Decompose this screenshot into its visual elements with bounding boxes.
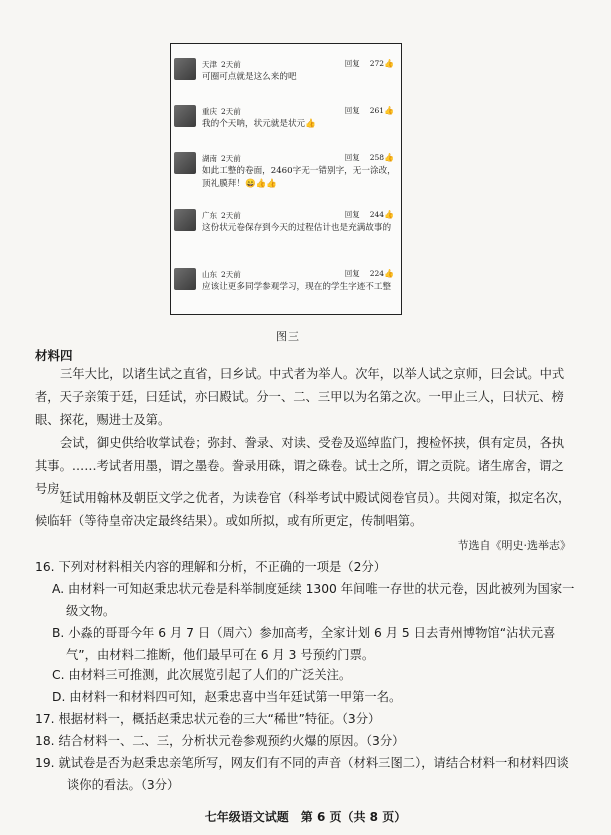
like-count: 244 xyxy=(369,210,385,219)
comment-user: 重庆 xyxy=(202,107,217,116)
comment-user: 山东 xyxy=(202,270,217,279)
question-19: 19. 就试卷是否为赵秉忠亲笔所写，网友们有不同的声音（材料三图二），请结合材料一和材料四谈谈你的看法。（3分） xyxy=(35,756,569,792)
comment-time: 2天前 xyxy=(221,107,241,116)
comment-text: 我的个天呐，状元就是状元👍 xyxy=(202,119,316,129)
question-16: 16. 下列对材料相关内容的理解和分析，不正确的一项是（2分） xyxy=(35,560,387,574)
reply-label: 回复 xyxy=(344,106,360,115)
avatar xyxy=(174,105,196,127)
reply-label: 回复 xyxy=(344,210,360,219)
question-18: 18. 结合材料一、二、三，分析状元卷参观预约火爆的原因。（3分） xyxy=(35,734,405,748)
source-citation: 节选自《明史·选举志》 xyxy=(457,539,571,552)
page-footer: 七年级语文试题 第 6 页（共 8 页） xyxy=(204,810,407,824)
comment-time: 2天前 xyxy=(221,60,241,69)
reply-label: 回复 xyxy=(344,153,360,162)
material-paragraph: 廷试用翰林及朝臣文学之优者，为读卷官（科举考试中殿试阅卷官员）。共阅对策，拟定名次，候临轩（等待皇帝决定最终结果）。或如所拟，或有所更定，传制唱第。 xyxy=(35,491,571,528)
option-a: A. 由材料一可知赵秉忠状元卷是科举制度延续 1300 年间唯一存世的状元卷，因此被列为国家一级文物。 xyxy=(52,582,575,618)
material-paragraph: 会试，御史供给收掌试卷；弥封、誊录、对读、受卷及巡绰监门，搜检怀挟，俱有定员，各执其事。……考试者用墨，谓之墨卷。誊录用硃，谓之硃卷。试士之所，谓之贡院。诸生席舍，谓之号房。 xyxy=(35,436,565,496)
like-count: 224 xyxy=(369,269,385,278)
figure-caption: 图三 xyxy=(276,330,300,343)
thumbs-up-icon: 👍 xyxy=(384,106,394,115)
option-b: B. 小淼的哥哥今年 6 月 7 日（周六）参加高考，全家计划 6 月 5 日去青州博物馆“沾状元喜气”，由材料二推断，他们最早可在 6 月 3 号预约门票。 xyxy=(52,626,556,662)
avatar xyxy=(174,209,196,231)
material-paragraph: 三年大比，以诸生试之直省，曰乡试。中式者为举人。次年，以举人试之京师，曰会试。中式者，天子亲策于廷，曰廷试，亦曰殿试。分一、二、三甲以为名第之次。一甲止三人，曰状元、榜眼、探花，赐进士及第。 xyxy=(35,367,565,427)
like-count: 272 xyxy=(369,59,385,68)
like-count: 261 xyxy=(369,106,385,115)
reply-label: 回复 xyxy=(344,59,360,68)
comment-text: 可圈可点就是这么来的吧 xyxy=(202,72,297,82)
avatar xyxy=(174,268,196,290)
material-heading: 材料四 xyxy=(35,348,73,363)
thumbs-up-icon: 👍 xyxy=(384,153,394,162)
avatar xyxy=(174,152,196,174)
option-d: D. 由材料一和材料四可知，赵秉忠喜中当年廷试第一甲第一名。 xyxy=(52,690,402,704)
comment-text: 应该让更多同学参观学习，现在的学生字迹不工整 xyxy=(202,282,392,292)
comment-time: 2天前 xyxy=(221,270,241,279)
thumbs-up-icon: 👍 xyxy=(384,269,394,278)
comment-user: 天津 xyxy=(202,60,217,69)
avatar xyxy=(174,58,196,80)
like-count: 258 xyxy=(369,153,385,162)
thumbs-up-icon: 👍 xyxy=(384,59,394,68)
question-17: 17. 根据材料一，概括赵秉忠状元卷的三大“稀世”特征。（3分） xyxy=(35,712,381,726)
comment-figure xyxy=(170,43,402,315)
comment-time: 2天前 xyxy=(221,154,241,163)
comment-user: 广东 xyxy=(202,211,217,220)
comment-user: 湖南 xyxy=(202,154,217,163)
option-c: C. 由材料三可推测，此次展览引起了人们的广泛关注。 xyxy=(52,668,352,682)
comment-text: 如此工整的卷面，2460字无一错别字，无一涂改，顶礼膜拜！😄👍👍 xyxy=(202,166,396,189)
thumbs-up-icon: 👍 xyxy=(384,210,394,219)
comment-text: 这份状元卷保存到今天的过程估计也是充满故事的 xyxy=(202,223,392,233)
reply-label: 回复 xyxy=(344,269,360,278)
comment-time: 2天前 xyxy=(221,211,241,220)
